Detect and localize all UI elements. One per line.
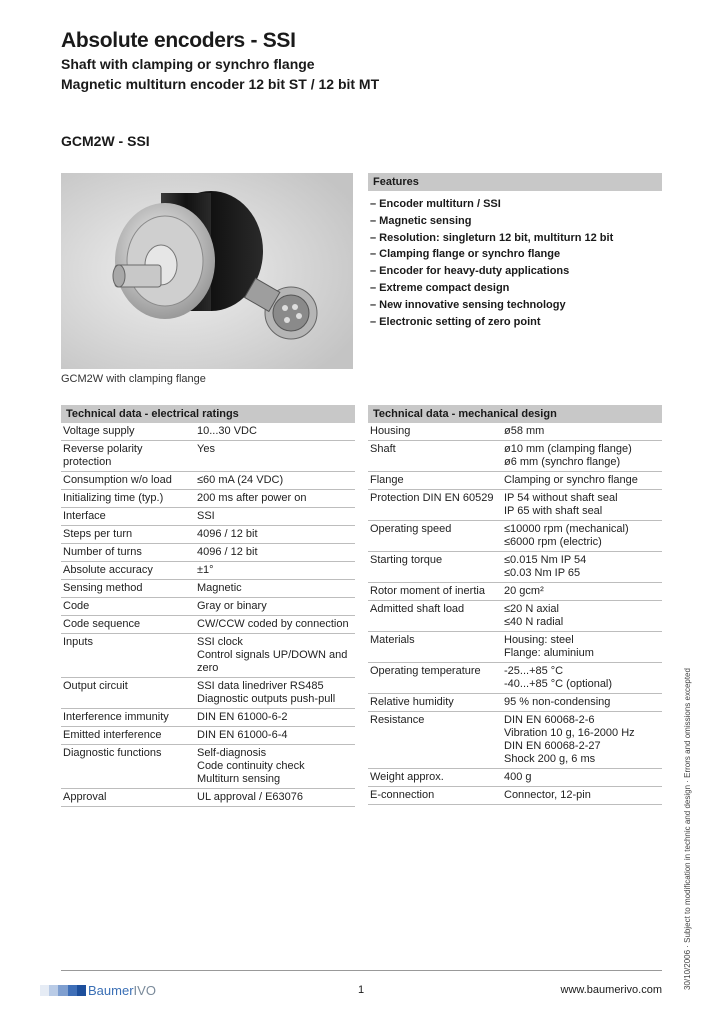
spec-value: UL approval / E63076 xyxy=(195,789,355,807)
spec-label: Voltage supply xyxy=(61,423,195,441)
table-row xyxy=(61,616,355,634)
spec-value: DIN EN 61000-6-2 xyxy=(195,709,355,727)
table-row xyxy=(61,634,355,678)
spec-label: Code xyxy=(61,598,195,616)
table-row xyxy=(368,694,662,712)
spec-label: Interface xyxy=(61,508,195,526)
table-row xyxy=(61,490,355,508)
spec-label: Diagnostic functions xyxy=(61,745,195,789)
spec-value: ≤60 mA (24 VDC) xyxy=(195,472,355,490)
table-row xyxy=(368,521,662,552)
spec-value: 200 ms after power on xyxy=(195,490,355,508)
spec-value: ≤10000 rpm (mechanical) ≤6000 rpm (electric) xyxy=(502,521,662,552)
table-row xyxy=(368,472,662,490)
spec-value: Connector, 12-pin xyxy=(502,787,662,805)
spec-label: Flange xyxy=(368,472,502,490)
feature-item: – Encoder for heavy-duty applications xyxy=(370,265,570,278)
spec-value: DIN EN 61000-6-4 xyxy=(195,727,355,745)
spec-label: Number of turns xyxy=(61,544,195,562)
document-subtitle-flange: Shaft with clamping or synchro flange xyxy=(61,56,315,72)
spec-value: ≤20 N axial ≤40 N radial xyxy=(502,601,662,632)
spec-value: 10...30 VDC xyxy=(195,423,355,441)
document-subtitle-resolution: Magnetic multiturn encoder 12 bit ST / 12 bit MT xyxy=(61,76,380,92)
spec-value: Self-diagnosis Code continuity check Multiturn sensing xyxy=(195,745,355,789)
logo-text-baumer: Baumer xyxy=(88,982,134,998)
logo-gradient-bar xyxy=(40,985,86,996)
spec-value: DIN EN 60068-2-6 Vibration 10 g, 16-2000 Hz DIN EN 60068-2-27 Shock 200 g, 6 ms xyxy=(502,712,662,769)
spec-value: Magnetic xyxy=(195,580,355,598)
document-title: Absolute encoders - SSI xyxy=(61,29,296,52)
spec-label: Protection DIN EN 60529 xyxy=(368,490,502,521)
table-row xyxy=(368,423,662,441)
table-row xyxy=(368,769,662,787)
feature-item: – Magnetic sensing xyxy=(370,214,472,227)
spec-value: ø10 mm (clamping flange) ø6 mm (synchro flange) xyxy=(502,441,662,472)
table-row xyxy=(61,598,355,616)
photo-caption: GCM2W with clamping flange xyxy=(61,373,206,385)
spec-value: Housing: steel Flange: aluminium xyxy=(502,632,662,663)
table-row xyxy=(61,745,355,789)
spec-label: E-connection xyxy=(368,787,502,805)
spec-value: ≤0.015 Nm IP 54 ≤0.03 Nm IP 65 xyxy=(502,552,662,583)
spec-label: Starting torque xyxy=(368,552,502,583)
electrical-ratings-table xyxy=(61,423,355,807)
feature-item: – Electronic setting of zero point xyxy=(370,315,541,328)
table-row xyxy=(61,508,355,526)
table-row xyxy=(61,709,355,727)
table-row xyxy=(61,562,355,580)
table-row xyxy=(368,663,662,694)
mechanical-design-table xyxy=(368,423,662,805)
legal-side-note: 30/10/2006 · Subject to modification in technic and design · Errors and omissions excepted xyxy=(683,668,692,990)
table-row xyxy=(61,727,355,745)
table-row xyxy=(61,789,355,807)
logo-wordmark xyxy=(88,983,156,998)
feature-item: – New innovative sensing technology xyxy=(370,298,566,311)
table-row xyxy=(61,423,355,441)
spec-value: -25...+85 °C -40...+85 °C (optional) xyxy=(502,663,662,694)
table-row xyxy=(61,580,355,598)
spec-label: Code sequence xyxy=(61,616,195,634)
spec-label: Steps per turn xyxy=(61,526,195,544)
spec-label: Consumption w/o load xyxy=(61,472,195,490)
spec-value: 95 % non-condensing xyxy=(502,694,662,712)
table-row xyxy=(368,490,662,521)
spec-label: Emitted interference xyxy=(61,727,195,745)
spec-label: Output circuit xyxy=(61,678,195,709)
table-row xyxy=(368,712,662,769)
spec-value: SSI clock Control signals UP/DOWN and zero xyxy=(195,634,355,678)
mechanical-design-section xyxy=(368,405,662,805)
features-section xyxy=(368,173,662,330)
features-heading: Features xyxy=(368,173,662,191)
spec-value: ø58 mm xyxy=(502,423,662,441)
spec-value: SSI data linedriver RS485 Diagnostic outputs push-pull xyxy=(195,678,355,709)
spec-label: Materials xyxy=(368,632,502,663)
table-row xyxy=(61,472,355,490)
mechanical-design-heading: Technical data - mechanical design xyxy=(368,405,662,423)
spec-value: CW/CCW coded by connection xyxy=(195,616,355,634)
spec-value: 4096 / 12 bit xyxy=(195,544,355,562)
website-link[interactable]: www.baumerivo.com xyxy=(560,984,662,996)
feature-item: – Encoder multiturn / SSI xyxy=(370,198,501,210)
spec-value: 400 g xyxy=(502,769,662,787)
table-row xyxy=(368,601,662,632)
table-row xyxy=(368,552,662,583)
product-photo xyxy=(61,173,353,369)
spec-label: Shaft xyxy=(368,441,502,472)
electrical-ratings-heading: Technical data - electrical ratings xyxy=(61,405,355,423)
page-number: 1 xyxy=(358,984,365,996)
spec-value: 4096 / 12 bit xyxy=(195,526,355,544)
table-row xyxy=(368,441,662,472)
spec-value: IP 54 without shaft seal IP 65 with shaft seal xyxy=(502,490,662,521)
spec-label: Rotor moment of inertia xyxy=(368,583,502,601)
spec-label: Absolute accuracy xyxy=(61,562,195,580)
spec-label: Operating temperature xyxy=(368,663,502,694)
feature-item: – Clamping flange or synchro flange xyxy=(370,248,561,261)
table-row xyxy=(61,441,355,472)
spec-label: Resistance xyxy=(368,712,502,769)
company-logo xyxy=(40,982,156,998)
spec-value: 20 gcm² xyxy=(502,583,662,601)
table-row xyxy=(368,583,662,601)
feature-item: – Resolution: singleturn 12 bit, multiturn 12 bit xyxy=(370,231,614,244)
spec-label: Inputs xyxy=(61,634,195,678)
spec-value: Yes xyxy=(195,441,355,472)
spec-label: Initializing time (typ.) xyxy=(61,490,195,508)
table-row xyxy=(61,678,355,709)
spec-label: Sensing method xyxy=(61,580,195,598)
spec-value: ±1° xyxy=(195,562,355,580)
spec-label: Interference immunity xyxy=(61,709,195,727)
feature-list xyxy=(368,191,662,330)
spec-value: Gray or binary xyxy=(195,598,355,616)
table-row xyxy=(61,544,355,562)
spec-label: Relative humidity xyxy=(368,694,502,712)
logo-text-ivo: IVO xyxy=(133,982,156,998)
spec-label: Weight approx. xyxy=(368,769,502,787)
feature-item: – Extreme compact design xyxy=(370,281,510,294)
table-row xyxy=(368,632,662,663)
spec-label: Operating speed xyxy=(368,521,502,552)
product-code: GCM2W - SSI xyxy=(61,133,150,149)
table-row xyxy=(368,787,662,805)
spec-label: Reverse polarity protection xyxy=(61,441,195,472)
spec-value: SSI xyxy=(195,508,355,526)
spec-value: Clamping or synchro flange xyxy=(502,472,662,490)
spec-label: Housing xyxy=(368,423,502,441)
electrical-ratings-section xyxy=(61,405,355,807)
table-row xyxy=(61,526,355,544)
spec-label: Approval xyxy=(61,789,195,807)
document-header xyxy=(61,28,671,94)
footer-divider xyxy=(61,970,662,971)
spec-label: Admitted shaft load xyxy=(368,601,502,632)
